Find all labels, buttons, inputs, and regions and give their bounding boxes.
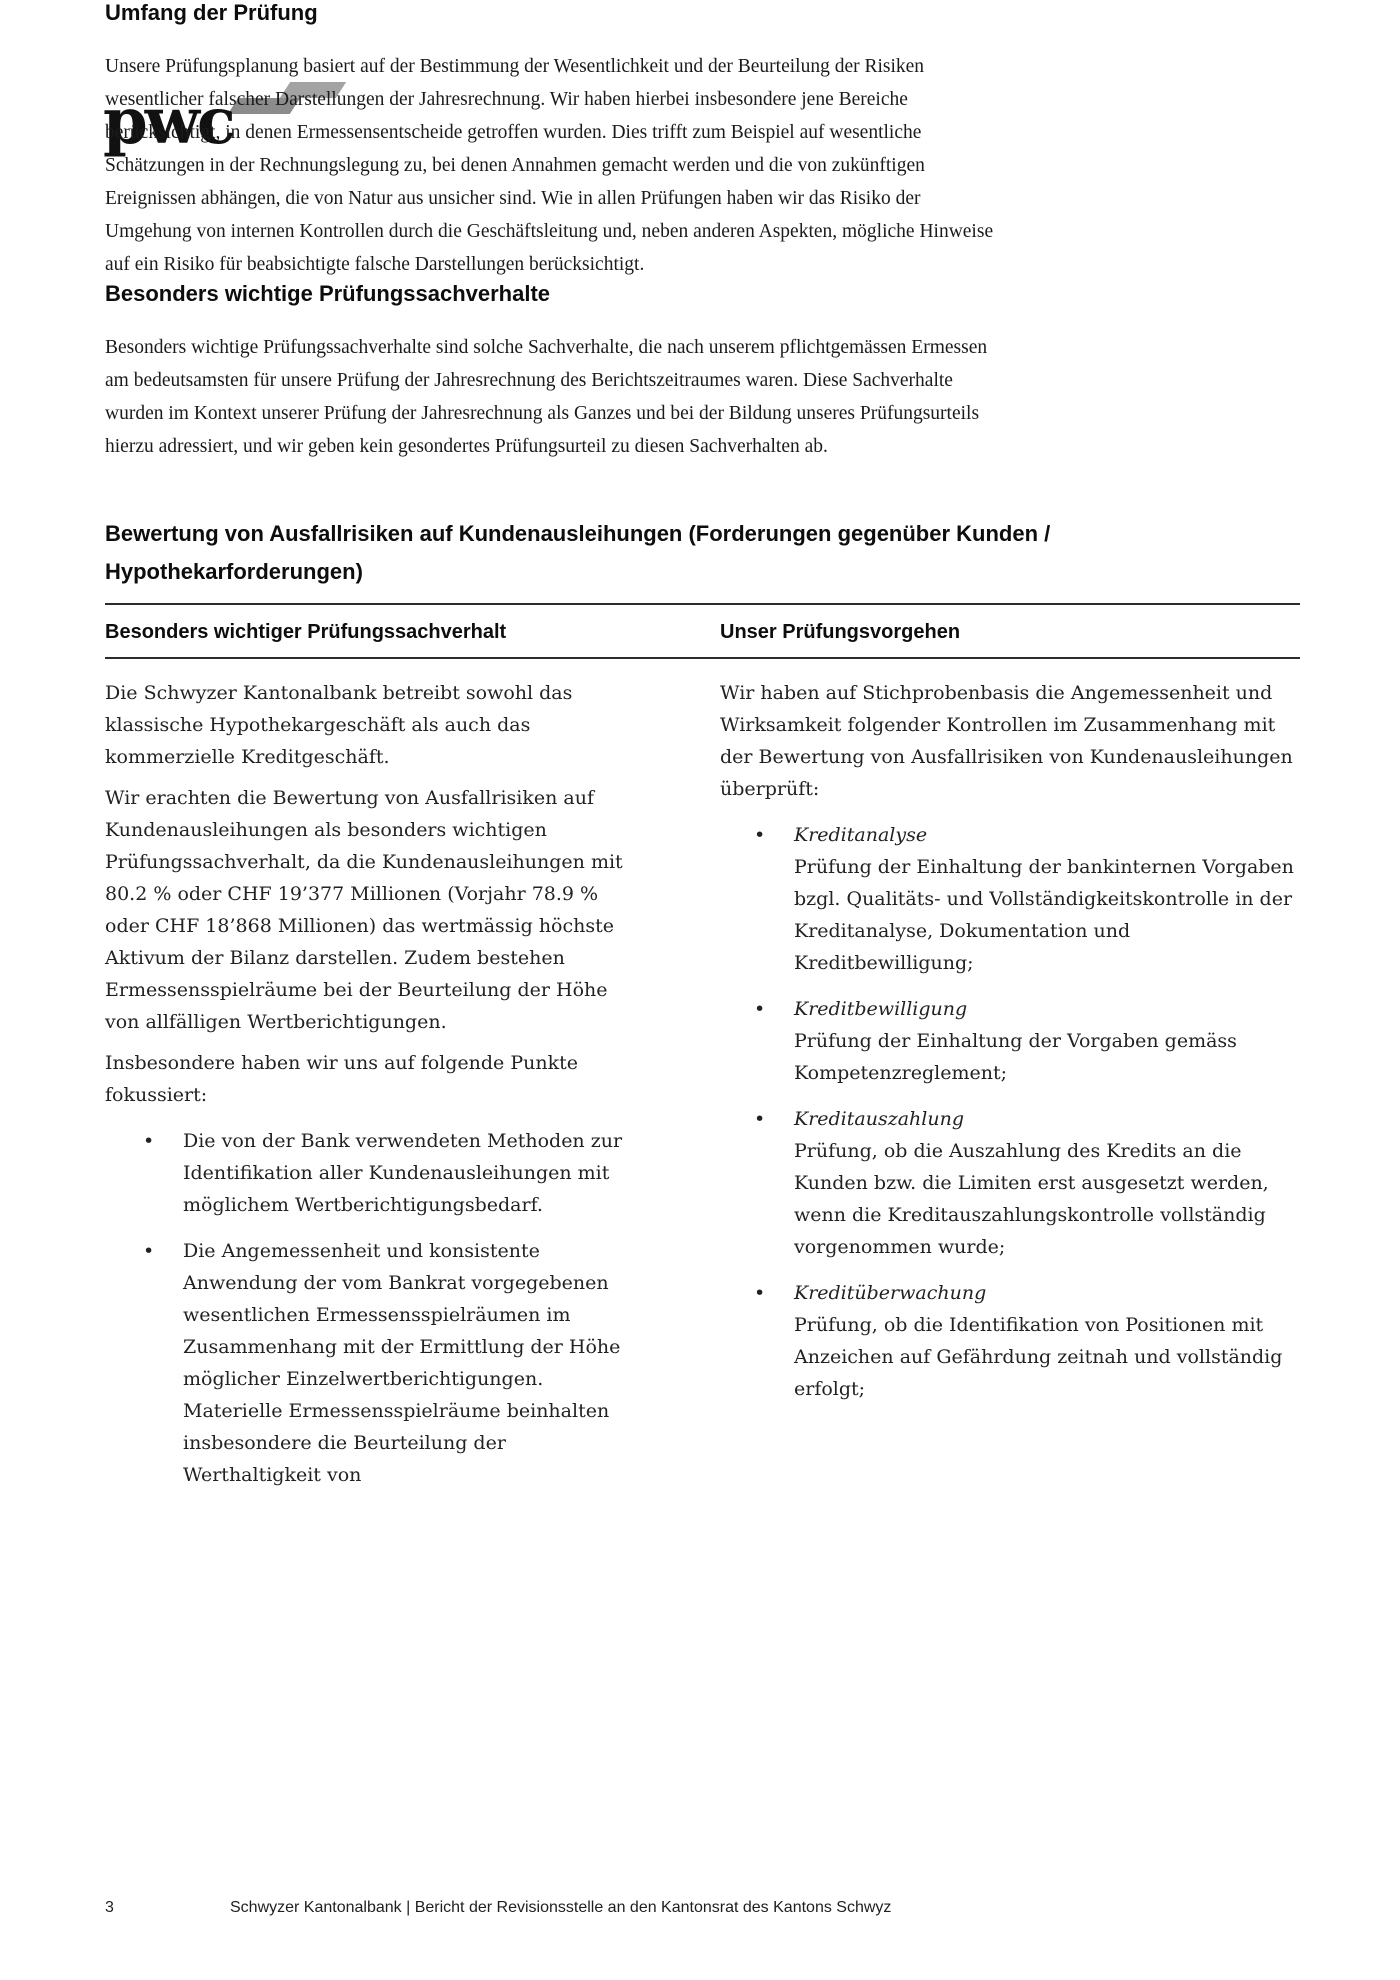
- bullet-description: Prüfung der Einhaltung der bankinternen Vorgaben bzgl. Qualitäts- und Vollständigkeitskontrolle in der Kreditanalyse, Dokumentation und Kreditbewilligung;: [794, 856, 1294, 974]
- list-item: [105, 1125, 635, 1221]
- kam-table-header: [105, 605, 1300, 659]
- kam-left-column: [105, 677, 635, 1505]
- kam-left-paragraph: Wir erachten die Bewertung von Ausfallrisiken auf Kundenausleihungen als besonders wichtigen Prüfungssachverhalt, da die Kundenausleihungen mit 80.2 % oder CHF 19’377 Millionen (Vorjahr 78.9 % oder CHF 18’868 Millionen) das wertmässig höchste Aktivum der Bilanz darstellen. Zudem bestehen Ermessensspielräume bei der Beurteilung der Höhe von allfälligen Wertberichtigungen.: [105, 787, 623, 1033]
- bullet-text: Die Angemessenheit und konsistente Anwendung der vom Bankrat vorgegebenen wesentlichen Ermessensspielräumen im Zusammenhang mit der Ermittlung der Höhe möglicher Einzelwertberichtigungen. Materielle Ermessensspielräume beinhalten insbesondere die Beurteilung der Werthaltigkeit von: [183, 1240, 621, 1486]
- kam-table: [105, 603, 1300, 1505]
- kam-right-column-header: Unser Prüfungsvorgehen: [720, 621, 961, 643]
- footer-text: Schwyzer Kantonalbank | Bericht der Revisionsstelle an den Kantonsrat des Kantons Schwyz: [230, 1899, 892, 1916]
- section-heading-kam: Besonders wichtige Prüfungssachverhalte: [105, 281, 551, 306]
- list-item: [720, 1103, 1300, 1263]
- paragraph-kam-intro: Besonders wichtige Prüfungssachverhalte sind solche Sachverhalte, die nach unserem pflichtgemässen Ermessen am bedeutsamsten für unsere Prüfung der Jahresrechnung des Berichtszeitraumes waren. Diese Sachverhalte wurden im Kontext unserer Prüfung der Jahresrechnung als Ganzes und bei der Bildung unseres Prüfungsurteils hierzu adressiert, und wir geben kein gesondertes Prüfungsurteil zu diesen Sachverhalten ab.: [105, 337, 988, 457]
- page-content: [105, 0, 1300, 1505]
- page-number: 3: [105, 1899, 114, 1916]
- bullet-term: • Kreditauszahlung: [794, 1108, 964, 1130]
- bullet-description: Prüfung der Einhaltung der Vorgaben gemäss Kompetenzreglement;: [794, 1030, 1237, 1084]
- kam-right-column: [720, 677, 1300, 1505]
- kam-table-title: Bewertung von Ausfallrisiken auf Kundenausleihungen (Forderungen gegenüber Kunden / Hypothekarforderungen): [105, 521, 1051, 584]
- paragraph-umfang: Unsere Prüfungsplanung basiert auf der Bestimmung der Wesentlichkeit und der Beurteilung der Risiken wesentlicher falscher Darstellungen der Jahresrechnung. Wir haben hierbei insbesondere jene Bereiche berücksichtigt, in denen Ermessensentscheide getroffen wurden. Dies trifft zum Beispiel auf wesentliche Schätzungen in der Rechnungslegung zu, bei denen Annahmen gemacht werden und die von zukünftigen Ereignissen abhängen, die von Natur aus unsicher sind. Wie in allen Prüfungen haben wir das Risiko der Umgehung von internen Kontrollen durch die Geschäftsleitung und, neben anderen Aspekten, mögliche Hinweise auf ein Risiko für beabsichtigte falsche Darstellungen berücksichtigt.: [105, 56, 994, 275]
- list-item: [105, 1235, 635, 1491]
- kam-right-bullet-list: [720, 819, 1300, 1405]
- kam-right-intro: Wir haben auf Stichprobenbasis die Angemessenheit und Wirksamkeit folgender Kontrollen im Zusammenhang mit der Bewertung von Ausfallrisiken von Kundenausleihungen überprüft:: [720, 682, 1293, 800]
- list-item: [720, 993, 1300, 1089]
- kam-left-bullet-list: [105, 1125, 635, 1491]
- list-item: [720, 1277, 1300, 1405]
- bullet-term: • Kreditanalyse: [794, 824, 928, 846]
- kam-left-column-header: Besonders wichtiger Prüfungssachverhalt: [105, 621, 507, 643]
- section-heading-umfang: Umfang der Prüfung: [105, 0, 318, 25]
- bullet-description: Prüfung, ob die Identifikation von Positionen mit Anzeichen auf Gefährdung zeitnah und vollständig erfolgt;: [794, 1314, 1283, 1400]
- bullet-description: Prüfung, ob die Auszahlung des Kredits an die Kunden bzw. die Limiten erst ausgesetzt werden, wenn die Kreditauszahlungskontrolle vollständig vorgenommen wurde;: [794, 1140, 1269, 1258]
- bullet-term: • Kreditüberwachung: [794, 1282, 987, 1304]
- bullet-text: Die von der Bank verwendeten Methoden zur Identifikation aller Kundenausleihungen mit möglichem Wertberichtigungsbedarf.: [183, 1130, 623, 1216]
- kam-left-paragraph: Insbesondere haben wir uns auf folgende Punkte fokussiert:: [105, 1052, 578, 1106]
- kam-left-paragraph: Die Schwyzer Kantonalbank betreibt sowohl das klassische Hypothekargeschäft als auch das kommerzielle Kreditgeschäft.: [105, 682, 573, 768]
- kam-table-body: [105, 659, 1300, 1505]
- bullet-term: • Kreditbewilligung: [794, 998, 968, 1020]
- list-item: [720, 819, 1300, 979]
- pwc-logo-wordmark: pwc: [103, 84, 233, 159]
